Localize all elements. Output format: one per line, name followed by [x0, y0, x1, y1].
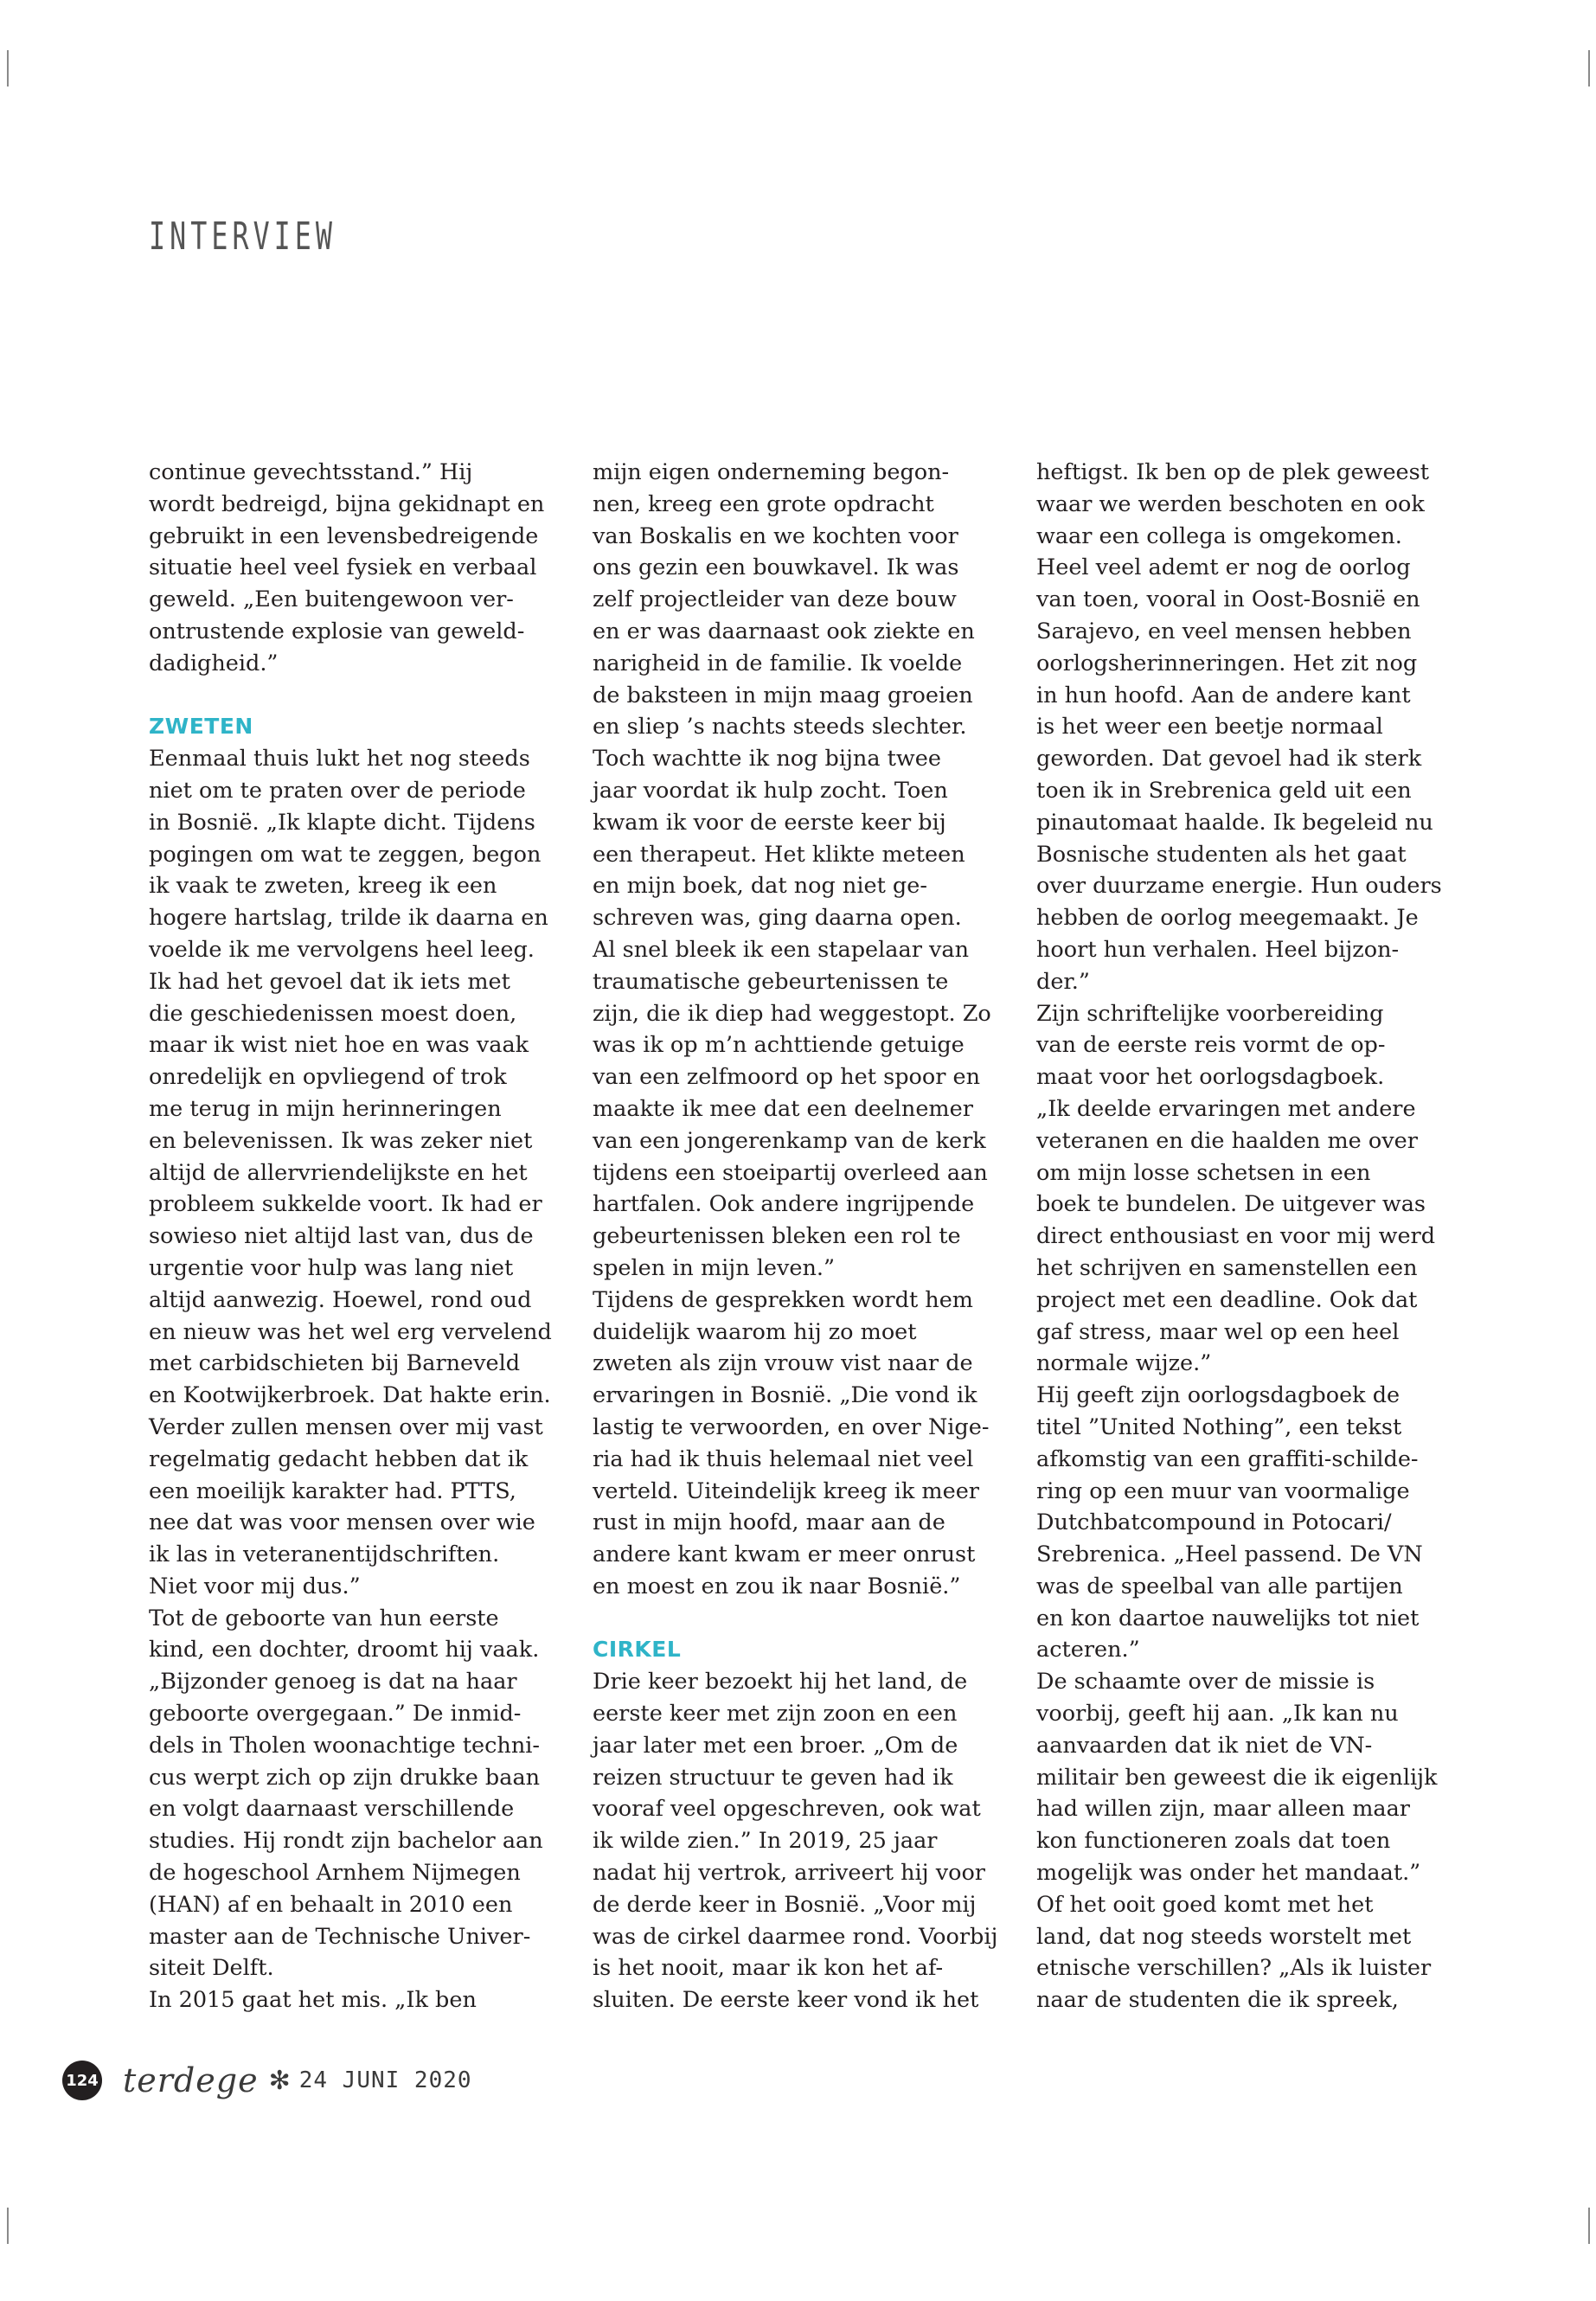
text-line: en volgt daarnaast verschillende: [149, 1796, 515, 1823]
text-line: sowieso niet altijd last van, dus de: [149, 1223, 534, 1250]
text-line: wordt bedreigd, bijna gekidnapt en: [149, 490, 545, 517]
text-line: ervaringen in Bosnië. „Die vond ik: [593, 1382, 977, 1409]
text-line: en er was daarnaast ook ziekte en: [593, 618, 975, 644]
text-line: was ik op m’n achttiende getuige: [593, 1032, 965, 1059]
text-line: Verder zullen mensen over mij vast: [149, 1413, 543, 1440]
paragraph-gap: [593, 1603, 999, 1635]
text-line: zelf projectleider van deze bouw: [593, 586, 957, 613]
text-line: zweten als zijn vrouw vist naar de: [593, 1350, 973, 1377]
paragraph-gap: [149, 680, 555, 712]
text-line: ontrustende explosie van geweld-: [149, 618, 525, 644]
text-line: voelde ik me vervolgens heel leeg.: [149, 936, 535, 963]
text-line: Ik had het gevoel dat ik iets met: [149, 968, 510, 995]
text-line: cus werpt zich op zijn drukke baan: [149, 1764, 541, 1791]
text-line: afkomstig van een graffiti-schilde-: [1036, 1445, 1419, 1472]
text-line: oorlogsherinneringen. Het zit nog: [1036, 650, 1418, 676]
text-line: voorbij, geeft hij aan. „Ik kan nu: [1036, 1701, 1399, 1727]
text-line: Tot de geboorte van hun eerste: [149, 1605, 499, 1631]
magazine-brand-logo: terdege: [123, 2061, 259, 2099]
text-line: de derde keer in Bosnië. „Voor mij: [593, 1891, 977, 1918]
crop-mark-top-left: [7, 50, 9, 87]
text-line: lastig te verwoorden, en over Nige-: [593, 1413, 990, 1440]
text-line: rust in mijn hoofd, maar aan de: [593, 1509, 945, 1536]
text-line: ring op een muur van voormalige: [1036, 1477, 1410, 1504]
text-line: me terug in mijn herinneringen: [149, 1095, 502, 1122]
text-line: nadat hij vertrok, arriveert hij voor: [593, 1860, 985, 1887]
text-line: over duurzame energie. Hun ouders: [1036, 873, 1442, 900]
text-line: altijd de allervriendelijkste en het: [149, 1159, 528, 1186]
text-line: een therapeut. Het klikte meteen: [593, 841, 965, 868]
text-line: ik las in veteranentijdschriften.: [149, 1541, 500, 1568]
text-line: veteranen en die haalden me over: [1036, 1127, 1418, 1154]
text-line: verteld. Uiteindelijk kreeg ik meer: [593, 1477, 979, 1504]
text-line: hogere hartslag, trilde ik daarna en: [149, 905, 548, 932]
text-line: Tijdens de gesprekken wordt hem: [593, 1286, 973, 1313]
text-line: waar we werden beschoten en ook: [1036, 490, 1425, 517]
section-label: INTERVIEW: [149, 215, 337, 259]
text-line: reizen structuur te geven had ik: [593, 1764, 953, 1791]
text-line: spelen in mijn leven.”: [593, 1254, 836, 1281]
text-line: ria had ik thuis helemaal niet veel: [593, 1445, 974, 1472]
text-line: en sliep ’s nachts steeds slechter.: [593, 714, 967, 740]
text-line: was de speelbal van alle partijen: [1036, 1573, 1403, 1599]
issue-date: 24 JUNI 2020: [298, 2067, 472, 2093]
text-line: traumatische gebeurtenissen te: [593, 968, 949, 995]
text-line: hoort hun verhalen. Heel bijzon-: [1036, 936, 1400, 963]
text-line: had willen zijn, maar alleen maar: [1036, 1796, 1410, 1823]
text-line: probleem sukkelde voort. Ik had er: [149, 1191, 542, 1218]
text-line: master aan de Technische Univer-: [149, 1923, 531, 1950]
text-line: is het weer een beetje normaal: [1036, 714, 1383, 740]
text-line: en belevenissen. Ik was zeker niet: [149, 1127, 533, 1154]
text-line: „Bijzonder genoeg is dat na haar: [149, 1669, 517, 1695]
text-line: Of het ooit goed komt met het: [1036, 1891, 1374, 1918]
text-line: en kon daartoe nauwelijks tot niet: [1036, 1605, 1420, 1631]
text-line: Eenmaal thuis lukt het nog steeds: [149, 746, 530, 772]
text-line: jaar later met een broer. „Om de: [593, 1732, 958, 1759]
text-line: Bosnische studenten als het gaat: [1036, 841, 1407, 868]
text-line: tijdens een stoeipartij overleed aan: [593, 1159, 988, 1186]
text-line: om mijn losse schetsen in een: [1036, 1159, 1371, 1186]
text-line: Zijn schriftelijke voorbereiding: [1036, 1000, 1384, 1027]
text-line: geworden. Dat gevoel had ik sterk: [1036, 746, 1422, 772]
text-line: van toen, vooral in Oost-Bosnië en: [1036, 586, 1420, 613]
text-line: nen, kreeg een grote opdracht: [593, 490, 934, 517]
crop-mark-bottom-right: [1588, 2208, 1590, 2244]
article-column-3: [1036, 457, 1443, 2016]
text-line: was de cirkel daarmee rond. Voorbij: [593, 1923, 998, 1950]
text-line: (HAN) af en behaalt in 2010 een: [149, 1891, 513, 1918]
text-line: mijn eigen onderneming begon-: [593, 459, 950, 485]
crop-mark-top-right: [1588, 50, 1590, 87]
text-line: maakte ik mee dat een deelnemer: [593, 1095, 973, 1122]
text-line: Srebrenica. „Heel passend. De VN: [1036, 1541, 1423, 1568]
text-line: pinautomaat haalde. Ik begeleid nu: [1036, 809, 1433, 836]
text-line: van een zelfmoord op het spoor en: [593, 1064, 981, 1091]
text-line: kind, een dochter, droomt hij vaak.: [149, 1637, 540, 1663]
text-line: sluiten. De eerste keer vond ik het: [593, 1987, 979, 2014]
text-line: in Bosnië. „Ik klapte dicht. Tijdens: [149, 809, 535, 836]
text-line: direct enthousiast en voor mij werd: [1036, 1223, 1436, 1250]
text-line: continue gevechtsstand.” Hij: [149, 459, 473, 485]
text-line: in hun hoofd. Aan de andere kant: [1036, 682, 1411, 708]
text-line: jaar voordat ik hulp zocht. Toen: [593, 777, 948, 804]
text-line: dels in Tholen woonachtige techni-: [149, 1732, 541, 1759]
text-line: Heel veel ademt er nog de oorlog: [1036, 554, 1411, 581]
article-column-1: [149, 457, 555, 2016]
text-line: land, dat nog steeds worstelt met: [1036, 1923, 1412, 1950]
text-line: van een jongerenkamp van de kerk: [593, 1127, 986, 1154]
text-line: van Boskalis en we kochten voor: [593, 522, 958, 549]
text-line: dadigheid.”: [149, 650, 279, 676]
text-line: Toch wachtte ik nog bijna twee: [593, 746, 941, 772]
page-number-badge: 124: [62, 2061, 102, 2100]
text-line: heftigst. Ik ben op de plek geweest: [1036, 459, 1429, 485]
text-line: nee dat was voor mensen over wie: [149, 1509, 535, 1536]
text-line: toen ik in Srebrenica geld uit een: [1036, 777, 1412, 804]
text-line: kon functioneren zoals dat toen: [1036, 1828, 1391, 1855]
text-line: militair ben geweest die ik eigenlijk: [1036, 1764, 1438, 1791]
text-line: vooraf veel opgeschreven, ook wat: [593, 1796, 981, 1823]
text-line: Drie keer bezoekt hij het land, de: [593, 1669, 968, 1695]
text-line: hartfalen. Ook andere ingrijpende: [593, 1191, 975, 1218]
text-line: gebruikt in een levensbedreigende: [149, 522, 539, 549]
text-line: siteit Delft.: [149, 1955, 274, 1982]
text-line: boek te bundelen. De uitgever was: [1036, 1191, 1426, 1218]
text-line: project met een deadline. Ook dat: [1036, 1286, 1418, 1313]
text-line: waar een collega is omgekomen.: [1036, 522, 1402, 549]
text-line: gebeurtenissen bleken een rol te: [593, 1223, 961, 1250]
text-line: etnische verschillen? „Als ik luister: [1036, 1955, 1432, 1982]
text-line: en Kootwijkerbroek. Dat hakte erin.: [149, 1382, 551, 1409]
text-line: hebben de oorlog meegemaakt. Je: [1036, 905, 1419, 932]
article-column-2: [593, 457, 999, 2016]
text-line: geweld. „Een buitengewoon ver-: [149, 586, 514, 613]
text-line: naar de studenten die ik spreek,: [1036, 1987, 1399, 2014]
text-line: niet om te praten over de periode: [149, 777, 526, 804]
text-line: ons gezin een bouwkavel. Ik was: [593, 554, 959, 581]
text-line: maat voor het oorlogsdagboek.: [1036, 1064, 1385, 1091]
text-line: eerste keer met zijn zoon en een: [593, 1701, 958, 1727]
crop-mark-bottom-left: [7, 2208, 9, 2244]
section-heading: CIRKEL: [593, 1637, 682, 1663]
text-line: de hogeschool Arnhem Nijmegen: [149, 1860, 521, 1887]
text-line: geboorte overgegaan.” De inmid-: [149, 1701, 522, 1727]
text-line: schreven was, ging daarna open.: [593, 905, 962, 932]
text-line: die geschiedenissen moest doen,: [149, 1000, 517, 1027]
text-line: het schrijven en samenstellen een: [1036, 1254, 1418, 1281]
text-line: de baksteen in mijn maag groeien: [593, 682, 973, 708]
text-line: ik wilde zien.” In 2019, 25 jaar: [593, 1828, 938, 1855]
text-line: titel ”United Nothing”, een tekst: [1036, 1413, 1402, 1440]
section-heading: ZWETEN: [149, 714, 253, 740]
text-line: Sarajevo, en veel mensen hebben: [1036, 618, 1412, 644]
text-line: mogelijk was onder het mandaat.”: [1036, 1860, 1421, 1887]
text-line: narigheid in de familie. Ik voelde: [593, 650, 963, 676]
asterisk-icon: ✻: [268, 2065, 291, 2096]
text-line: kwam ik voor de eerste keer bij: [593, 809, 946, 836]
text-line: studies. Hij rondt zijn bachelor aan: [149, 1828, 543, 1855]
text-line: andere kant kwam er meer onrust: [593, 1541, 976, 1568]
text-line: der.”: [1036, 968, 1090, 995]
text-line: en nieuw was het wel erg vervelend: [149, 1318, 552, 1345]
text-line: van de eerste reis vormt de op-: [1036, 1032, 1386, 1059]
text-line: zijn, die ik diep had weggestopt. Zo: [593, 1000, 991, 1027]
text-line: onredelijk en opvliegend of trok: [149, 1064, 507, 1091]
text-line: De schaamte over de missie is: [1036, 1669, 1375, 1695]
text-line: is het nooit, maar ik kon het af-: [593, 1955, 944, 1982]
text-line: en moest en zou ik naar Bosnië.”: [593, 1573, 961, 1599]
text-line: Dutchbatcompound in Potocari/: [1036, 1509, 1392, 1536]
text-line: gaf stress, maar wel op een heel: [1036, 1318, 1400, 1345]
text-line: „Ik deelde ervaringen met andere: [1036, 1095, 1416, 1122]
text-line: situatie heel veel fysiek en verbaal: [149, 554, 537, 581]
text-line: een moeilijk karakter had. PTTS,: [149, 1477, 516, 1504]
text-line: en mijn boek, dat nog niet ge-: [593, 873, 927, 900]
text-line: urgentie voor hulp was lang niet: [149, 1254, 514, 1281]
text-line: duidelijk waarom hij zo moet: [593, 1318, 917, 1345]
text-line: pogingen om wat te zeggen, begon: [149, 841, 542, 868]
text-line: regelmatig gedacht hebben dat ik: [149, 1445, 529, 1472]
text-line: In 2015 gaat het mis. „Ik ben: [149, 1987, 477, 2014]
page-footer: [62, 2059, 472, 2102]
text-line: Al snel bleek ik een stapelaar van: [593, 936, 970, 963]
text-line: ik vaak te zweten, kreeg ik een: [149, 873, 497, 900]
text-line: maar ik wist niet hoe en was vaak: [149, 1032, 529, 1059]
text-line: aanvaarden dat ik niet de VN-: [1036, 1732, 1373, 1759]
text-line: acteren.”: [1036, 1637, 1140, 1663]
text-line: normale wijze.”: [1036, 1350, 1212, 1377]
text-line: altijd aanwezig. Hoewel, rond oud: [149, 1286, 532, 1313]
text-line: met carbidschieten bij Barneveld: [149, 1350, 521, 1377]
text-line: Hij geeft zijn oorlogsdagboek de: [1036, 1382, 1401, 1409]
text-line: Niet voor mij dus.”: [149, 1573, 361, 1599]
